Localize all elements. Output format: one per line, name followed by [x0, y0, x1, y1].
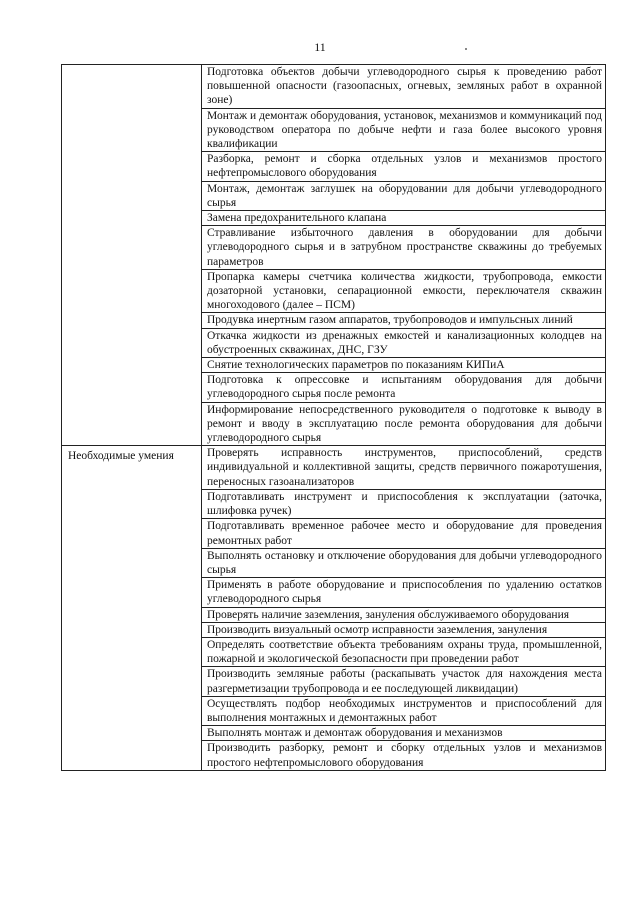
table-cell: Продувка инертным газом аппаратов, трубопроводов и импульсных линий: [202, 312, 605, 327]
table-cell: Пропарка камеры счетчика количества жидкости, трубопровода, емкости дозаторной установки, сепарационной емкости, переключателя скважин многоходового (далее – ПСМ): [202, 269, 605, 313]
table-cell: Проверять наличие заземления, зануления обслуживаемого оборудования: [202, 607, 605, 622]
table-cell: Информирование непосредственного руководителя о подготовке к выводу в ремонт и вводу в эксплуатацию после ремонта оборудования для добычи углеводородного сырья: [202, 402, 605, 446]
page-number: 11: [314, 40, 326, 54]
table-cell: Снятие технологических параметров по показаниям КИПиА: [202, 357, 605, 372]
table-cell: Выполнять остановку и отключение оборудования для добычи углеводородного сырья: [202, 548, 605, 577]
table-cell: Стравливание избыточного давления в оборудовании для добычи углеводородного сырья и в затрубном пространстве скважины до требуемых параметров: [202, 225, 605, 269]
table-row-skills: [62, 445, 605, 769]
table-cell: Монтаж, демонтаж заглушек на оборудовании для добычи углеводородного сырья: [202, 181, 605, 210]
table-cell: Производить визуальный осмотр исправности заземления, зануления: [202, 622, 605, 637]
table-cell: Замена предохранительного клапана: [202, 210, 605, 225]
table-row-continued-actions: [62, 65, 605, 445]
table-cell: Производить разборку, ремонт и сборку отдельных узлов и механизмов простого нефтепромыслового оборудования: [202, 740, 605, 769]
competency-table: [61, 64, 606, 771]
table-cell: Производить земляные работы (раскапывать участок для нахождения места разгерметизации трубопровода и ее последующей ликвидации): [202, 666, 605, 695]
table-cell: Проверять исправность инструментов, приспособлений, средств индивидуальной и коллективной защиты, средств первичного пожаротушения, переносных газоанализаторов: [207, 447, 602, 488]
row-label-empty: [62, 65, 202, 445]
actions-list: [202, 65, 605, 445]
table-cell: Откачка жидкости из дренажных емкостей и канализационных колодцев на обустроенных скважинах, ДНС, ГЗУ: [202, 328, 605, 357]
table-cell: Выполнять монтаж и демонтаж оборудования и механизмов: [202, 725, 605, 740]
table-cell: Подготавливать инструмент и приспособления к эксплуатации (заточка, шлифовка ручек): [202, 489, 605, 518]
skills-list: [202, 446, 605, 769]
table-cell: Подготовка объектов добычи углеводородного сырья к проведению работ повышенной опасности (газоопасных, огневых, земляных работ в охранной зоне): [207, 66, 602, 107]
table-cell: Подготовка к опрессовке и испытаниям оборудования для добычи углеводородного сырья после ремонта: [202, 372, 605, 401]
table-cell: Применять в работе оборудование и приспособления по удалению остатков углеводородного сырья: [202, 577, 605, 606]
scan-speck: [465, 48, 467, 50]
table-cell: Монтаж и демонтаж оборудования, установок, механизмов и коммуникаций под руководством оператора по добыче нефти и газа более высокого уровня квалификации: [202, 108, 605, 152]
table-cell: Разборка, ремонт и сборка отдельных узлов и механизмов простого нефтепромыслового оборудования: [202, 151, 605, 180]
table-cell: Подготавливать временное рабочее место и оборудование для проведения ремонтных работ: [202, 518, 605, 547]
table-cell: Осуществлять подбор необходимых инструментов и приспособлений для выполнения монтажных и демонтажных работ: [202, 696, 605, 725]
table-cell: Определять соответствие объекта требованиям охраны труда, промышленной, пожарной и экологической безопасности при проведении работ: [202, 637, 605, 666]
row-label-skills: Необходимые умения: [62, 446, 202, 769]
